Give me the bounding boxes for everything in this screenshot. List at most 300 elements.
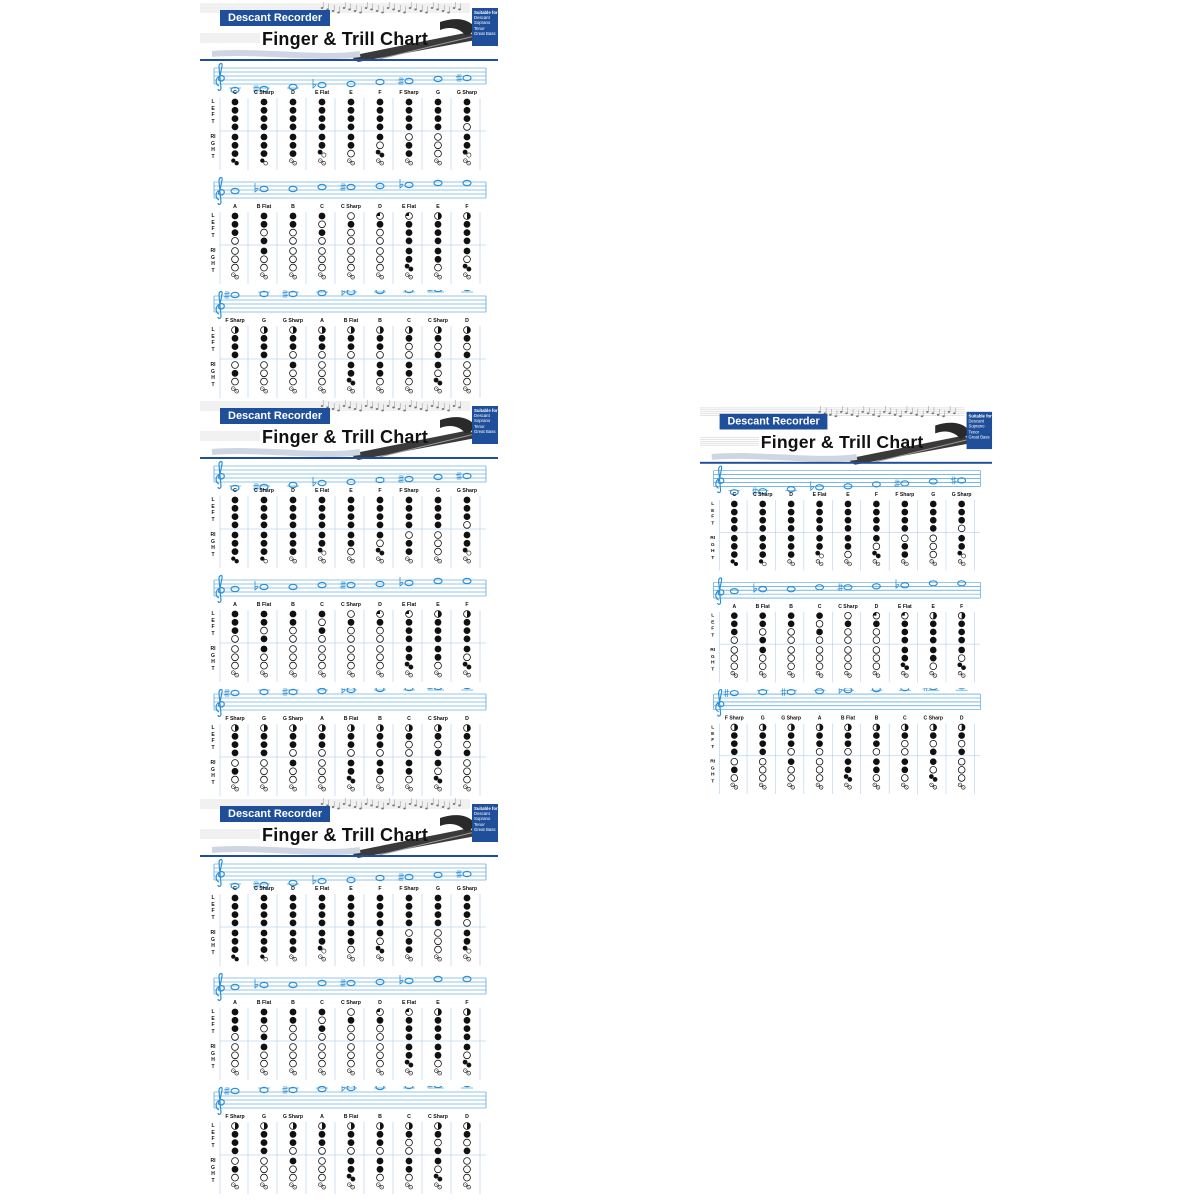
left-hole xyxy=(377,627,384,634)
staff-note xyxy=(313,477,326,486)
left-hole xyxy=(261,1009,268,1016)
left-hole xyxy=(464,741,471,748)
left-hole xyxy=(290,327,297,334)
left-hole xyxy=(406,1034,413,1041)
staff-note xyxy=(951,477,966,485)
staff-note xyxy=(289,880,297,885)
right-hole xyxy=(845,647,852,654)
left-hand-label: LEFT xyxy=(711,612,715,639)
left-hole xyxy=(464,627,471,634)
right-hole xyxy=(406,646,413,653)
left-hole xyxy=(290,343,297,350)
left-hole xyxy=(464,124,471,131)
left-hole xyxy=(845,517,852,524)
left-hole xyxy=(319,352,326,359)
left-hole xyxy=(290,238,297,245)
note-label: D xyxy=(291,488,295,494)
left-hole xyxy=(377,522,384,529)
left-hole xyxy=(377,505,384,512)
right-hole xyxy=(347,1174,355,1181)
right-hole xyxy=(816,551,824,558)
right-hole xyxy=(348,362,355,369)
right-hole xyxy=(464,646,471,653)
right-hole xyxy=(405,662,413,669)
staff-note xyxy=(730,589,738,594)
note-label: C Sharp xyxy=(341,204,361,210)
right-hole xyxy=(376,671,383,677)
left-hole xyxy=(464,1034,471,1041)
right-hole xyxy=(319,1158,326,1165)
left-hole xyxy=(261,513,268,520)
staff-note xyxy=(929,581,937,586)
left-hole xyxy=(348,522,355,529)
left-hole xyxy=(290,1034,297,1041)
left-hole xyxy=(290,221,297,228)
right-hole xyxy=(290,256,297,263)
right-hole xyxy=(348,256,355,263)
left-hole xyxy=(319,1131,326,1138)
left-hole xyxy=(406,343,413,350)
right-hole xyxy=(377,1166,384,1173)
left-hole xyxy=(930,620,937,627)
staff-note xyxy=(811,481,824,490)
right-hole xyxy=(435,938,442,945)
chart-header xyxy=(700,404,994,465)
right-hole xyxy=(348,370,355,377)
right-hole xyxy=(930,767,937,774)
right-hole xyxy=(289,785,296,791)
right-hole xyxy=(759,560,766,566)
note-label: C xyxy=(233,886,237,892)
right-hole xyxy=(930,647,937,654)
left-hole xyxy=(232,505,239,512)
left-hole xyxy=(435,911,442,918)
right-hand-label: RIGHT xyxy=(210,362,216,388)
right-hole xyxy=(406,370,413,377)
right-hole xyxy=(347,785,354,791)
left-hole xyxy=(845,501,852,508)
left-hole xyxy=(464,895,471,902)
chart-panel-2 xyxy=(200,398,500,796)
note-label: C xyxy=(320,204,324,210)
left-hole xyxy=(406,750,413,757)
right-hole xyxy=(347,776,355,783)
right-hole xyxy=(406,532,413,539)
right-hole xyxy=(788,775,795,782)
right-hole xyxy=(319,938,326,945)
left-hole xyxy=(377,513,384,520)
right-hole xyxy=(290,1158,297,1165)
right-hole xyxy=(232,362,239,369)
right-hole xyxy=(290,248,297,255)
right-hole xyxy=(290,1044,297,1051)
left-hole xyxy=(377,1009,384,1016)
left-hole xyxy=(759,637,766,644)
left-hole xyxy=(901,724,908,731)
right-hole xyxy=(405,1060,413,1067)
left-hole xyxy=(816,517,823,524)
left-hole xyxy=(873,525,880,532)
right-hole xyxy=(318,1183,325,1189)
right-hole xyxy=(290,1060,297,1067)
right-hole xyxy=(318,273,325,279)
left-hole xyxy=(901,517,908,524)
right-hole xyxy=(406,946,413,953)
right-hole xyxy=(348,930,355,937)
right-hole xyxy=(930,535,937,542)
note-label: G Sharp xyxy=(456,886,478,892)
left-hole xyxy=(464,335,471,342)
left-hole xyxy=(406,619,413,626)
left-hole xyxy=(261,1139,268,1146)
right-hole xyxy=(873,560,880,566)
right-hole xyxy=(405,671,412,677)
right-hole xyxy=(348,662,355,669)
right-hole xyxy=(406,1158,413,1165)
left-hole xyxy=(406,335,413,342)
right-hole xyxy=(319,1174,326,1181)
left-hole xyxy=(845,612,852,619)
left-hole xyxy=(759,620,766,627)
left-hole xyxy=(759,501,766,508)
right-hole xyxy=(464,938,471,945)
right-hole xyxy=(289,1069,296,1075)
treble-clef-icon xyxy=(216,689,224,716)
staff-note xyxy=(289,482,297,487)
left-hole xyxy=(261,895,268,902)
left-hole xyxy=(348,911,355,918)
left-hole xyxy=(788,501,795,508)
right-hole xyxy=(845,758,852,765)
right-hole xyxy=(845,767,852,774)
right-hole xyxy=(930,758,937,765)
left-hole xyxy=(232,741,239,748)
right-hole xyxy=(290,378,297,385)
left-hole xyxy=(232,895,239,902)
right-hole xyxy=(759,647,766,654)
left-hole xyxy=(759,724,766,731)
left-hole xyxy=(873,637,880,644)
left-hole xyxy=(319,741,326,748)
right-hole xyxy=(731,543,738,550)
right-hole xyxy=(873,783,880,789)
suitable-item: Great Bass xyxy=(968,434,990,440)
right-hole xyxy=(845,663,852,670)
left-hole xyxy=(731,748,738,755)
right-hole xyxy=(434,557,441,563)
right-hole xyxy=(901,655,908,662)
left-hole xyxy=(901,525,908,532)
right-hand-label: RIGHT xyxy=(210,760,216,786)
note-label: D xyxy=(959,715,964,722)
fingering-section-2 xyxy=(200,574,500,688)
left-hole xyxy=(788,509,795,516)
note-label: B Flat xyxy=(343,1114,359,1120)
note-label: C Sharp xyxy=(428,318,448,324)
right-hole xyxy=(873,671,880,677)
right-hole xyxy=(434,785,441,791)
staff-note xyxy=(456,870,471,878)
suitable-item: Soprano xyxy=(474,418,491,424)
right-hole xyxy=(958,543,965,550)
right-hole xyxy=(231,1069,238,1075)
left-hole xyxy=(232,124,239,131)
right-hole xyxy=(845,543,852,550)
left-hole xyxy=(290,124,297,131)
note-label: E Flat xyxy=(897,603,912,610)
left-hole xyxy=(788,620,795,627)
right-hole xyxy=(406,142,413,149)
left-hole xyxy=(232,920,239,927)
right-hole xyxy=(319,362,326,369)
note-label: B Flat xyxy=(343,716,359,722)
right-hole xyxy=(376,557,383,563)
staff-note xyxy=(958,581,966,586)
right-hole xyxy=(231,1183,238,1189)
right-hole xyxy=(289,671,296,677)
note-label: E xyxy=(349,90,353,96)
note-label: C xyxy=(233,488,237,494)
left-hole xyxy=(464,115,471,122)
left-hole xyxy=(845,724,852,731)
left-hole xyxy=(348,238,355,245)
staff-note xyxy=(463,578,471,583)
left-hole xyxy=(232,1017,239,1024)
right-hole xyxy=(261,532,268,539)
suitable-item: Descant xyxy=(474,811,490,817)
left-hole xyxy=(377,611,384,618)
right-hole xyxy=(930,671,937,677)
right-hole xyxy=(406,362,413,369)
left-hole xyxy=(261,497,268,504)
left-hole xyxy=(788,612,795,619)
note-label: A xyxy=(233,204,237,210)
right-hand-label: RIGHT xyxy=(210,248,216,274)
left-hole xyxy=(759,525,766,532)
left-hole xyxy=(464,1009,471,1016)
left-hole xyxy=(435,522,442,529)
staff-note xyxy=(463,290,471,291)
right-hole xyxy=(873,655,880,662)
right-hole xyxy=(261,540,268,547)
fingering-section-1 xyxy=(700,465,994,577)
right-hole xyxy=(261,768,268,775)
left-hole xyxy=(464,238,471,245)
left-hole xyxy=(319,1123,326,1130)
right-hole xyxy=(435,548,442,555)
right-hole xyxy=(260,785,267,791)
right-hole xyxy=(348,548,355,555)
left-hole xyxy=(435,1123,442,1130)
right-hole xyxy=(463,159,470,165)
left-hole xyxy=(232,115,239,122)
left-hole xyxy=(435,1009,442,1016)
note-label: F xyxy=(378,90,382,96)
left-hole xyxy=(261,335,268,342)
right-hole xyxy=(318,955,325,961)
note-label: C xyxy=(320,602,324,608)
left-hole xyxy=(319,505,326,512)
left-hole xyxy=(759,740,766,747)
note-label: A xyxy=(320,1114,324,1120)
right-hole xyxy=(260,1183,267,1189)
staff-note xyxy=(318,688,326,693)
right-hand-label: RIGHT xyxy=(210,134,216,160)
left-hole xyxy=(232,636,239,643)
left-hole xyxy=(873,629,880,636)
suitable-item: Tenor xyxy=(474,423,485,429)
right-hole xyxy=(231,159,238,165)
right-hole xyxy=(232,646,239,653)
right-hole xyxy=(261,378,268,385)
left-hole xyxy=(731,740,738,747)
right-hole xyxy=(901,758,908,765)
left-hole xyxy=(319,636,326,643)
left-hole xyxy=(261,352,268,359)
left-hand-label: LEFT xyxy=(211,497,215,523)
right-hole xyxy=(232,248,239,255)
fingering-grid xyxy=(200,688,500,796)
staff-note xyxy=(958,688,966,689)
right-hole xyxy=(377,1044,384,1051)
left-hole xyxy=(377,497,384,504)
right-hole xyxy=(958,767,965,774)
left-hole xyxy=(464,636,471,643)
left-hole xyxy=(845,732,852,739)
left-hole xyxy=(319,115,326,122)
left-hole xyxy=(319,343,326,350)
note-label: C Sharp xyxy=(341,1000,361,1006)
note-label: C xyxy=(407,1114,411,1120)
left-hole xyxy=(435,1025,442,1032)
left-hole xyxy=(232,627,239,634)
right-hole xyxy=(463,1060,471,1067)
left-hole xyxy=(464,522,471,529)
left-hole xyxy=(348,497,355,504)
left-hole xyxy=(377,1148,384,1155)
staff-note xyxy=(839,688,852,693)
note-label: G xyxy=(261,716,267,722)
staff-note xyxy=(318,290,326,295)
left-hole xyxy=(377,343,384,350)
right-hole xyxy=(319,646,326,653)
left-hole xyxy=(464,107,471,114)
left-hole xyxy=(261,1017,268,1024)
staff-note xyxy=(318,1086,326,1091)
right-hole xyxy=(463,785,470,791)
right-hole xyxy=(463,946,471,953)
note-label: D xyxy=(378,204,382,210)
note-label: C Sharp xyxy=(254,90,274,96)
note-label: D xyxy=(874,603,879,610)
left-hole xyxy=(290,1025,297,1032)
right-hole xyxy=(406,378,413,385)
right-hole xyxy=(260,159,267,165)
left-hole xyxy=(464,343,471,350)
staff-note xyxy=(231,586,239,591)
left-hole xyxy=(348,352,355,359)
right-hole xyxy=(290,548,297,555)
staff-note xyxy=(342,290,355,295)
right-hole xyxy=(788,758,795,765)
right-hole xyxy=(261,654,268,661)
left-hole xyxy=(406,733,413,740)
left-hole xyxy=(377,733,384,740)
right-hole xyxy=(289,557,296,563)
left-hole xyxy=(901,620,908,627)
right-hole xyxy=(406,760,413,767)
right-hole xyxy=(232,378,239,385)
right-hole xyxy=(261,646,268,653)
right-hole xyxy=(290,662,297,669)
right-hole xyxy=(434,387,441,393)
left-hole xyxy=(406,911,413,918)
suitable-item: Descant xyxy=(474,15,490,21)
right-hole xyxy=(759,543,766,550)
left-hole xyxy=(261,911,268,918)
suitable-item: Soprano xyxy=(968,423,985,429)
staff-note xyxy=(231,188,239,193)
note-label: E Flat xyxy=(401,204,417,210)
right-hole xyxy=(435,248,442,255)
left-hole xyxy=(406,741,413,748)
suitable-item: Great Bass xyxy=(474,826,496,832)
right-hole xyxy=(958,551,966,558)
right-hole xyxy=(435,134,442,141)
left-hole xyxy=(290,895,297,902)
left-hole xyxy=(319,903,326,910)
left-hole xyxy=(406,1123,413,1130)
right-hole xyxy=(377,760,384,767)
right-hole xyxy=(434,955,441,961)
chart-title: Finger & Trill Chart xyxy=(262,29,429,49)
left-hole xyxy=(759,732,766,739)
right-hole xyxy=(377,662,384,669)
right-hole xyxy=(845,671,852,677)
left-hole xyxy=(290,99,297,106)
right-hole xyxy=(731,551,738,558)
staff-note xyxy=(282,688,297,696)
right-hole xyxy=(958,758,965,765)
right-hole xyxy=(319,378,326,385)
left-hole xyxy=(930,724,937,731)
left-hole xyxy=(464,497,471,504)
right-hole xyxy=(376,785,383,791)
right-hole xyxy=(377,540,384,547)
brand-banner: Descant Recorder xyxy=(720,414,828,430)
left-hand-label: LEFT xyxy=(211,895,215,921)
note-label: C Sharp xyxy=(341,602,361,608)
left-hole xyxy=(232,1034,239,1041)
left-hole xyxy=(406,611,413,618)
right-hole xyxy=(816,671,823,677)
note-label: C xyxy=(817,603,822,610)
left-hole xyxy=(319,911,326,918)
note-label: E Flat xyxy=(314,488,330,494)
left-hole xyxy=(464,1139,471,1146)
note-label: D xyxy=(465,1114,469,1120)
left-hole xyxy=(261,213,268,220)
note-label: F Sharp xyxy=(225,1114,245,1120)
right-hole xyxy=(406,1052,413,1059)
left-hole xyxy=(464,1123,471,1130)
brand-banner: Descant Recorder xyxy=(220,806,330,822)
suitable-item: Tenor xyxy=(474,25,485,31)
right-hole xyxy=(261,248,268,255)
left-hole xyxy=(435,124,442,131)
right-hole xyxy=(376,1183,383,1189)
treble-clef-icon xyxy=(216,291,224,318)
